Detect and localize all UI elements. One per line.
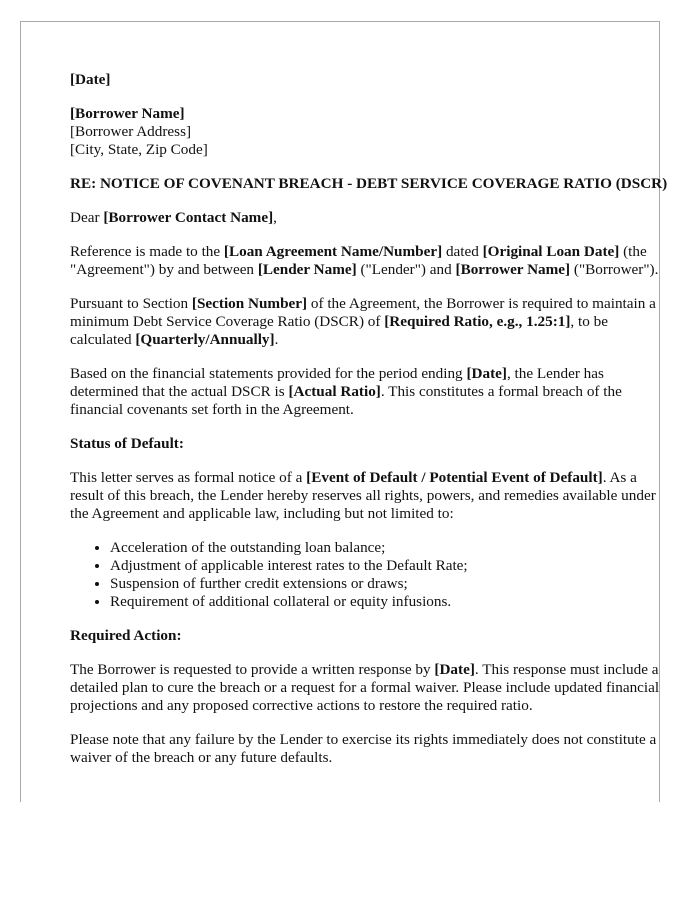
letter-date: [Date]	[70, 71, 111, 88]
recipient-city-state-zip: [City, State, Zip Code]	[70, 141, 208, 158]
recipient-address: [Borrower Address]	[70, 123, 192, 140]
paragraph-reference: Reference is made to the [Loan Agreement Name/Number] dated [Original Loan Date] (the "Agreement") by and between [Lender Name] ("Lender") and [Borrower Name] ("Borrower").	[70, 243, 659, 278]
subject-line: RE: NOTICE OF COVENANT BREACH - DEBT SERVICE COVERAGE RATIO (DSCR)	[70, 175, 668, 192]
paragraph-covenant: Pursuant to Section [Section Number] of the Agreement, the Borrower is required to maintain a minimum Debt Service Coverage Ratio (DSCR) of [Required Ratio, e.g., 1.25:1], to be calculated [Quarterly/Annually].	[70, 295, 656, 348]
list-item: • Suspension of further credit extensions or draws;	[110, 575, 670, 593]
paragraph-notice: This letter serves as formal notice of a [Event of Default / Potential Event of Default]. As a result of this breach, the Lender hereby reserves all rights, powers, and remedies available under the Agreement and applicable law, including but not limited to:	[70, 469, 656, 522]
salutation: Dear [Borrower Contact Name],	[70, 209, 277, 226]
heading-status-of-default: Status of Default:	[70, 435, 184, 452]
list-item: • Acceleration of the outstanding loan balance;	[110, 539, 670, 557]
recipient-block	[70, 105, 670, 159]
letter-page	[20, 21, 668, 802]
remedies-list	[70, 539, 670, 611]
list-item: • Adjustment of applicable interest rates to the Default Rate;	[110, 557, 670, 575]
paragraph-breach: Based on the financial statements provided for the period ending [Date], the Lender has determined that the actual DSCR is [Actual Ratio]. This constitutes a formal breach of the financial covenants set forth in the Agreement.	[70, 365, 622, 418]
list-item: • Requirement of additional collateral or equity infusions.	[110, 593, 670, 611]
recipient-name: [Borrower Name]	[70, 105, 185, 122]
paragraph-required-action: The Borrower is requested to provide a written response by [Date]. This response must include a detailed plan to cure the breach or a request for a formal waiver. Please include updated financial projections and any proposed corrective actions to restore the required ratio.	[70, 661, 660, 714]
letter-body	[70, 71, 670, 783]
heading-required-action: Required Action:	[70, 627, 182, 644]
paragraph-no-waiver: Please note that any failure by the Lender to exercise its rights immediately does not constitute a waiver of the breach or any future defaults.	[70, 731, 657, 766]
